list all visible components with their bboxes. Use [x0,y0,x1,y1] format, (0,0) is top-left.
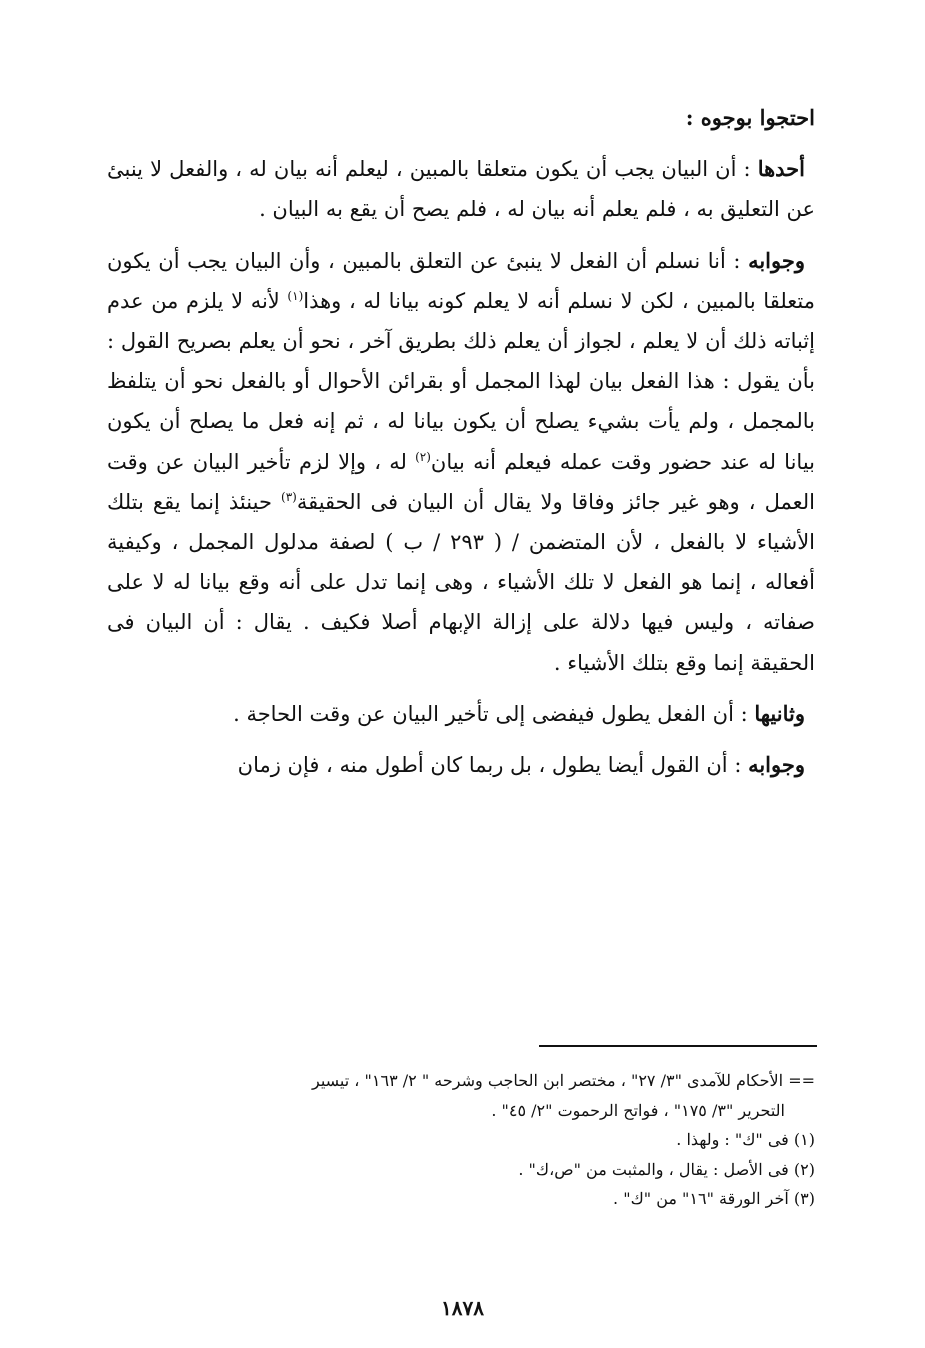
footnote-2: (٢) فى الأصل : يقال ، والمثبت من "ص،ك" . [518,1159,815,1179]
paragraph-text: له ، وإلا لزم تأخير البيان عن وقت العمل ، وهو غير جائز وفاقا ولا يقال أن البيان فى الحقيقة [107,449,815,514]
paragraph-lead: وجوابه [748,247,805,273]
main-text [107,98,815,785]
footnote-3: (٣) آخر الورقة "١٦" من "ك" . [613,1189,815,1208]
paragraph-text: حينئذ إنما يقع بتلك الأشياء لا بالفعل ، لأن المتضمن / ( ٢٩٣ / ب ) لصفة مدلول المجمل ، وكيفية أفعاله ، إنما هو الفعل لا تلك الأشياء ، وهى إنما تدل على أنه وقع بيانا له لا على صفاته ، وليس فيها دلالة على إزالة الإبهام أصلا فكيف . يقال : أن البيان فى الحقيقة إنما وقع بتلك الأشياء . [107,489,815,675]
footnote-1: (١) فى "ك" : ولهذا . [676,1130,815,1149]
footnote-ref-3: (٣) [281,489,297,504]
paragraph-lead: أحدها [757,156,805,182]
footnote-continuation: التحرير "٣/ ١٧٥" ، فواتح الرحموت "٢/ ٤٥" . [491,1100,785,1120]
paragraph-lead: وجوابه [748,752,805,778]
footnote-ref-1: (١) [287,288,304,303]
paragraph-text: : أنا نسلم أن الفعل لا ينبئ عن التعلق بالمبين ، وأن البيان يجب أن يكون متعلقا بالمبين ، لكن لا نسلم أنه لا يعلم كونه بيانا له ، وهذا [107,248,815,313]
paragraph-second-reply [107,745,815,785]
paragraph-text: لأنه لا يلزم من عدم إثباته ذلك أن لا يعلم ، لجواز أن يعلم ذلك بطريق آخر ، نحو أن يعلم بصريح القول : بأن يقول : هذا الفعل بيان لهذا المجمل أو بقرائن الأحوال أو بالفعل نحو أن يتلفظ بالمجمل ، ولم يأت بشيء يصلح أن يكون بيانا له ، ثم إنه فعل ما يصلح أن يكون بيانا له عند حضور وقت عمله فيعلم أنه بيان [107,288,815,474]
section-heading: احتجوا بوجوه : [685,105,815,130]
paragraph-text: : أن البيان يجب أن يكون متعلقا بالمبين ، ليعلم أنه بيان له ، والفعل لا ينبئ عن التعليق به ، فلم يعلم أنه بيان له ، فلم يصح أن يقع به البيان . [107,157,815,222]
paragraph-text: : أن القول أيضا يطول ، بل ربما كان أطول منه ، فإن زمان [237,753,749,778]
paragraph-first-reply [107,241,815,683]
footnote-ref-2: (٢) [415,449,431,464]
footnote-divider [539,1045,817,1047]
paragraph-lead: وثانيها [754,700,805,726]
footnote-continuation: == الأحكام للآمدى "٣/ ٢٧" ، مختصر ابن الحاجب وشرحه " ٢/ ١٦٣" ، تيسير [312,1071,815,1090]
footnotes [105,1066,815,1214]
paragraph-second-argument [107,694,815,734]
page-number: ١٨٧٨ [441,1296,484,1320]
paragraph-text: : أن الفعل يطول فيفضى إلى تأخير البيان عن وقت الحاجة . [233,701,755,726]
paragraph-first-argument [107,149,815,229]
